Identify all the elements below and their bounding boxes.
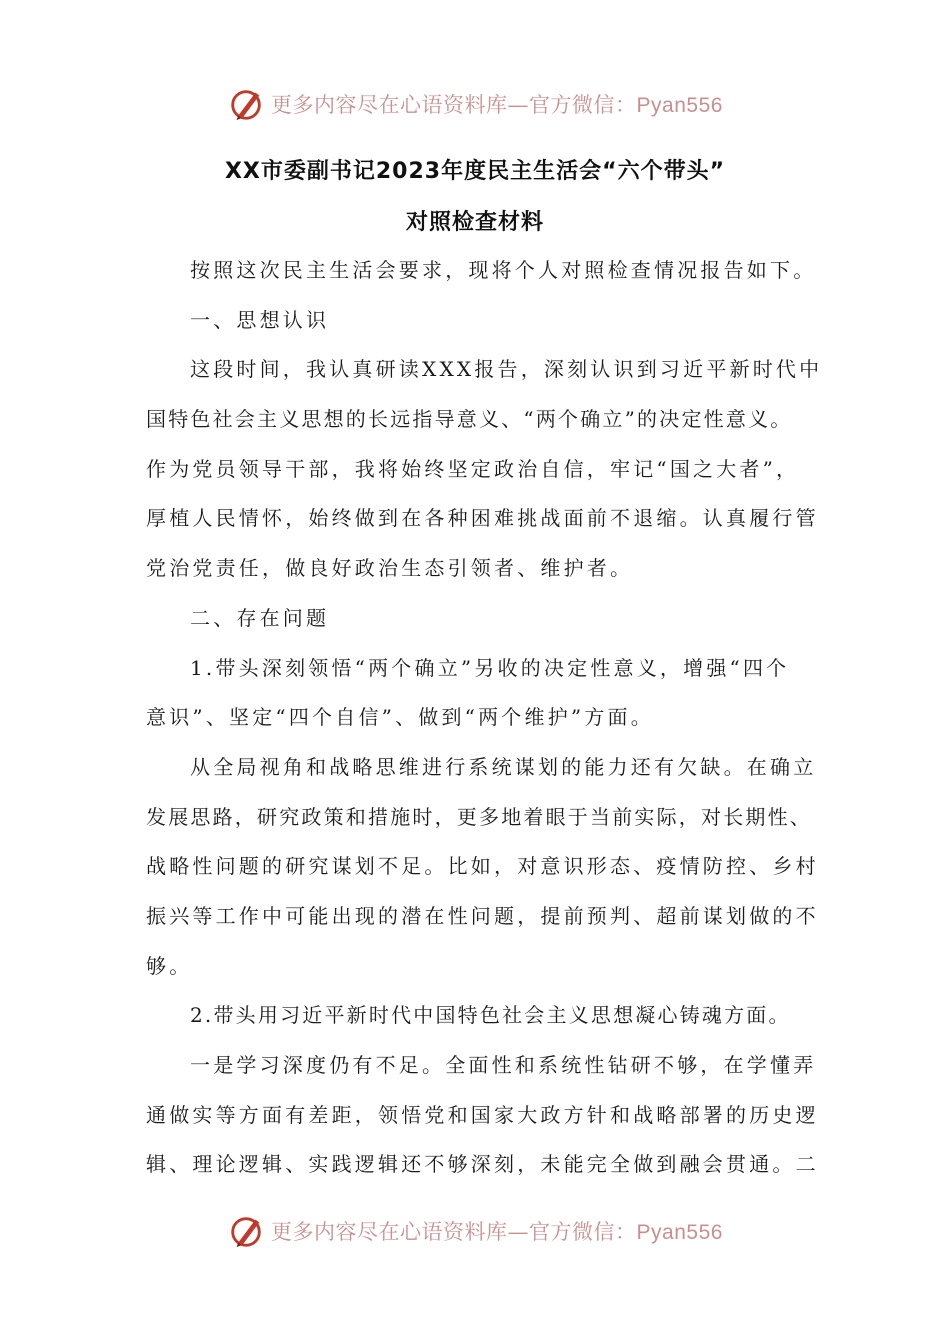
document-body (146, 246, 823, 1190)
paragraph-line: 振兴等工作中可能出现的潜在性问题，提前预判、超前谋划做的不 (146, 903, 819, 928)
numbered-item-1: 1.带头深刻领悟“两个确立”另收的决定性意义，增强“四个 (190, 655, 790, 680)
document-title-line-1: XX市委副书记2023年度民主生活会“六个带头” (224, 159, 726, 184)
watermark-footer (0, 1209, 950, 1253)
paragraph-line: 党治党责任，做良好政治生态引领者、维护者。 (146, 556, 634, 581)
paragraph-line: 够。 (146, 953, 193, 978)
paragraph-line: 厚植人民情怀，始终做到在各种困难挑战面前不退缩。认真履行管 (146, 506, 819, 531)
paragraph-line: 意识”、坚定“四个自信”、做到“两个维护”方面。 (146, 705, 654, 730)
paragraph-line: 国特色社会主义思想的长远指导意义、“两个确立”的决定性意义。 (146, 407, 793, 432)
pen-logo-icon (227, 1212, 265, 1250)
watermark-text: 更多内容尽在心语资料库—官方微信：Pyan556 (271, 93, 723, 117)
paragraph-line: 一是学习深度仍有不足。全面性和系统性钻研不够，在学懂弄 (190, 1053, 817, 1077)
paragraph-line: 战略性问题的研究谋划不足。比如，对意识形态、疫情防控、乡村 (146, 854, 819, 879)
pen-logo-icon (227, 85, 265, 123)
document-title-line-2: 对照检查材料 (405, 210, 544, 235)
watermark-text: 更多内容尽在心语资料库—官方微信：Pyan556 (271, 1220, 723, 1244)
paragraph-line: 从全局视角和战略思维进行系统谋划的能力还有欠缺。在确立 (190, 754, 817, 779)
intro-paragraph: 按照这次民主生活会要求，现将个人对照检查情况报告如下。 (190, 258, 817, 282)
watermark-wechat-id: Pyan556 (636, 94, 723, 117)
paragraph-line: 通做实等方面有差距，领悟党和国家大政方针和战略部署的历史逻 (146, 1102, 819, 1127)
section-heading-1: 一、思想认识 (190, 307, 330, 332)
section-heading-2: 二、存在问题 (190, 605, 330, 630)
paragraph-line: 发展思路，研究政策和措施时，更多地着眼于当前实际，对长期性、 (146, 804, 812, 829)
paragraph-line: 作为党员领导干部，我将始终坚定政治自信，牢记“国之大者”， (146, 456, 800, 481)
watermark-header (0, 82, 950, 126)
watermark-wechat-id: Pyan556 (636, 1221, 723, 1244)
numbered-item-2: 2.带头用习近平新时代中国特色社会主义思想凝心铸魂方面。 (190, 1003, 791, 1028)
paragraph-line: 这段时间，我认真研读XXX报告，深刻认识到习近平新时代中 (190, 357, 823, 382)
paragraph-line: 辑、理论逻辑、实践逻辑还不够深刻，未能完全做到融会贯通。二 (146, 1152, 819, 1177)
